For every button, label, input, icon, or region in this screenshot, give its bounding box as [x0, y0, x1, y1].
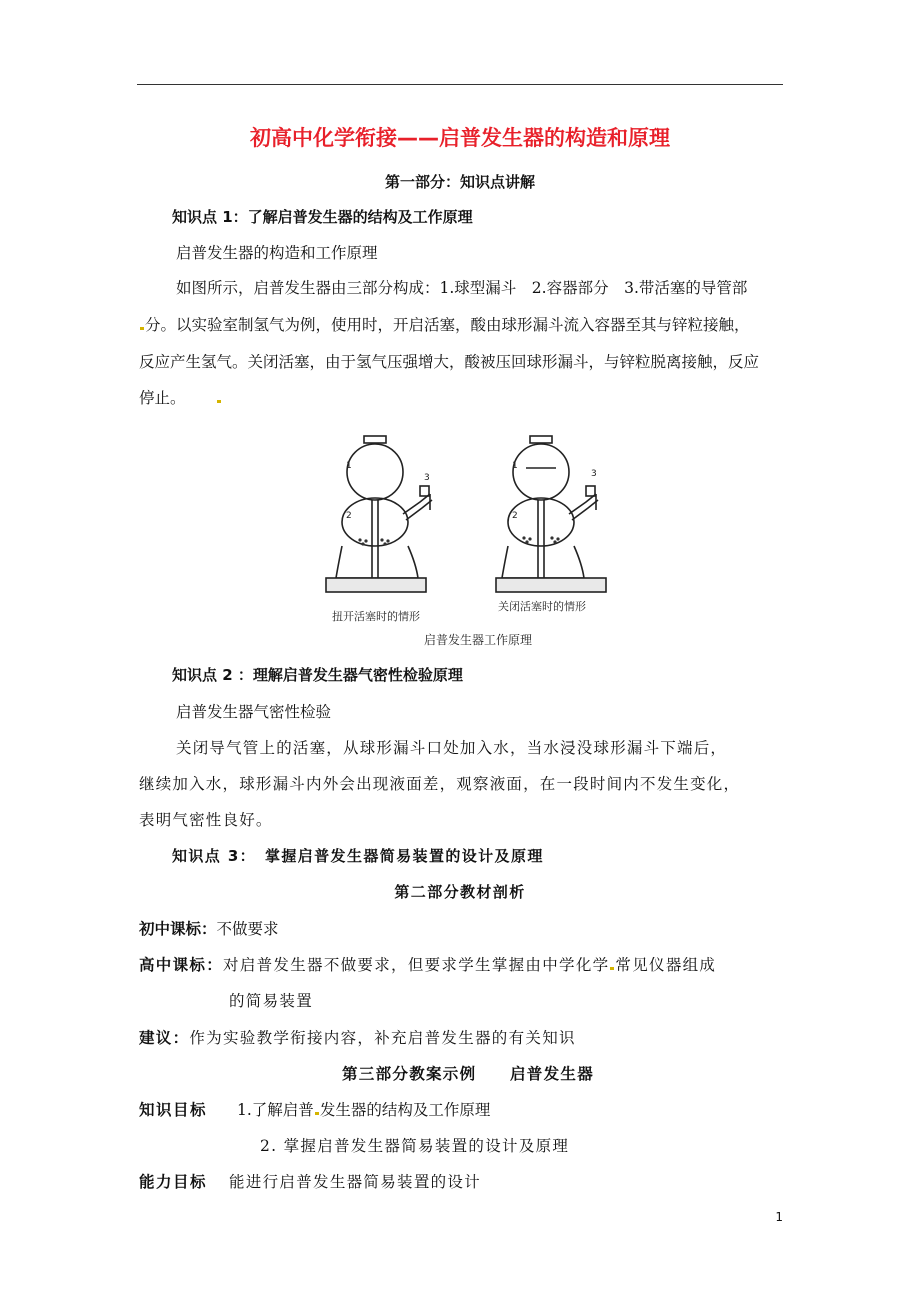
p1-line2-text: 分。以实验室制氢气为例，使用时，开启活塞，酸由球形漏斗流入容器至其与锌粒接触， [145, 316, 750, 334]
knowledge-point-2: 知识点 2 ：理解启普发生器气密性检验原理 [172, 666, 463, 684]
junior-text: 不做要求 [216, 920, 279, 938]
page-number: 1 [775, 1210, 783, 1224]
figure-caption-main: 启普发生器工作原理 [424, 633, 533, 647]
figure-label-2-left: 2 [346, 511, 352, 521]
goal-label: 知识目标 [139, 1101, 208, 1119]
header-rule [137, 84, 783, 85]
mark-dot [140, 327, 144, 330]
advice-label: 建议： [139, 1029, 190, 1047]
junior-standard [139, 917, 279, 939]
mark-dot [315, 1112, 319, 1115]
paragraph-1-line-4 [139, 386, 222, 408]
paragraph-2-line-3: 表明气密性良好。 [139, 811, 273, 829]
subheading-2: 启普发生器气密性检验 [176, 703, 332, 721]
goal-1-text: 1.了解启普 [237, 1101, 314, 1119]
figure-caption-left: 扭开活塞时的情形 [332, 610, 420, 623]
goal-1b-text: 发生器的结构及工作原理 [319, 1101, 491, 1119]
ability-goal [139, 1170, 481, 1192]
paragraph-2-line-2: 继续加入水，球形漏斗内外会出现液面差，观察液面，在一段时间内不发生变化， [139, 775, 741, 793]
advice [139, 1026, 576, 1048]
part2-heading: 第二部分教材剖析 [394, 883, 526, 901]
left-apparatus [336, 436, 432, 578]
senior-standard [139, 953, 716, 975]
knowledge-goal-2: 2. 掌握启普发生器简易装置的设计及原理 [260, 1137, 570, 1155]
knowledge-goal [139, 1098, 490, 1120]
paragraph-1-line-3: 反应产生氢气。关闭活塞，由于氢气压强增大，酸被压回球形漏斗，与锌粒脱离接触，反应 [139, 353, 760, 371]
senior-text-1: 对启普发生器不做要求，但要求学生掌握由中学化学 [223, 956, 610, 974]
figure-label-1-left: 1 [346, 461, 352, 471]
junior-label: 初中课标： [139, 920, 217, 938]
ability-text: 能进行启普发生器简易装置的设计 [229, 1173, 482, 1191]
figure-label-3-left: 3 [424, 473, 430, 483]
senior-standard-line-2: 的简易装置 [229, 992, 314, 1010]
part3-heading: 第三部分教案示例 启普发生器 [342, 1065, 595, 1083]
figure-label-2-right: 2 [512, 511, 518, 521]
senior-label: 高中课标： [139, 956, 224, 974]
kipp-apparatus-figure [318, 428, 618, 654]
part1-heading: 第一部分：知识点讲解 [384, 173, 535, 191]
senior-text-1b: 常见仪器组成 [615, 956, 717, 974]
figure-label-1-right: 1 [512, 461, 518, 471]
right-apparatus [502, 436, 598, 578]
paragraph-1-line-2 [139, 313, 750, 335]
p1-line4-text: 停止。 [139, 389, 186, 407]
advice-text: 作为实验教学衔接内容，补充启普发生器的有关知识 [189, 1029, 576, 1047]
figure-caption-right: 关闭活塞时的情形 [498, 600, 586, 613]
figure-label-3-right: 3 [591, 469, 597, 479]
mark-dot [217, 400, 221, 403]
paragraph-2-line-1: 关闭导气管上的活塞，从球形漏斗口处加入水，当水浸没球形漏斗下端后， [176, 739, 728, 757]
paragraph-1-line-1: 如图所示，启普发生器由三部分构成：1.球型漏斗 2.容器部分 3.带活塞的导管部 [176, 279, 748, 297]
knowledge-point-1: 知识点 1：了解启普发生器的结构及工作原理 [172, 208, 473, 226]
subheading-1: 启普发生器的构造和工作原理 [176, 244, 378, 262]
document-title: 初高中化学衔接——启普发生器的构造和原理 [250, 126, 670, 150]
ability-label: 能力目标 [139, 1173, 208, 1191]
mark-dot [610, 967, 614, 970]
knowledge-point-3: 知识点 3： 掌握启普发生器简易装置的设计及原理 [172, 847, 544, 865]
